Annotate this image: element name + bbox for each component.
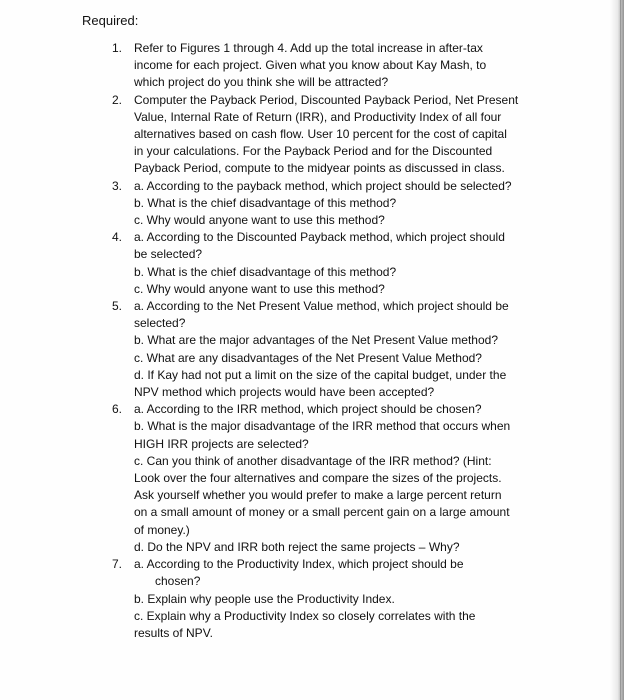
question-2-text: Computer the Payback Period, Discounted Payback Period, Net Present: [134, 92, 519, 107]
question-6a-text: a. According to the IRR method, which project should be chosen?: [134, 402, 482, 417]
question-3b-text: b. What is the chief disadvantage of this method?: [134, 195, 397, 210]
question-2-number: 2.: [112, 92, 123, 107]
question-6-line-6: [0, 487, 518, 504]
page-edge-shadow: [610, 0, 624, 700]
question-5c-text: c. What are any disadvantages of the Net Present Value Method?: [134, 350, 482, 365]
question-6-line-3: [0, 436, 518, 453]
question-2-line-2: [0, 109, 518, 126]
question-5-line-2: [0, 315, 518, 332]
question-6d-text: d. Do the NPV and IRR both reject the same projects – Why?: [134, 539, 460, 554]
question-4b-text: b. What is the chief disadvantage of this method?: [134, 264, 397, 279]
question-2-text: Payback Period, compute to the midyear points as discussed in class.: [134, 161, 505, 176]
question-5-line-1: [0, 298, 518, 315]
question-2-line-3: [0, 126, 518, 143]
question-7a-text: a. According to the Productivity Index, which project should be: [134, 557, 464, 572]
question-5-line-5: [0, 367, 518, 384]
question-7-line-1: [0, 556, 518, 573]
question-4a-text-cont: be selected?: [134, 247, 203, 262]
question-6-line-4: [0, 453, 518, 470]
question-6c-text-cont: of money.): [134, 522, 190, 537]
question-5b-text: b. What are the major advantages of the Net Present Value method?: [134, 333, 498, 348]
question-3-number: 3.: [112, 178, 123, 193]
question-2-text: Value, Internal Rate of Return (IRR), and Productivity Index of all four: [134, 109, 502, 124]
question-1-text: income for each project. Given what you know about Kay Mash, to: [134, 58, 487, 73]
question-6b-text-cont: HIGH IRR projects are selected?: [134, 436, 309, 451]
question-6c-text-cont: Look over the four alternatives and compare the sizes of the projects.: [134, 471, 502, 486]
question-6-line-8: [0, 522, 518, 539]
question-1-line-3: [0, 74, 518, 91]
question-5a-text: a. According to the Net Present Value method, which project should be: [134, 299, 509, 314]
question-6c-text-cont: on a small amount of money or a small percent gain on a large amount: [134, 505, 510, 520]
question-5d-text: d. If Kay had not put a limit on the size of the capital budget, under the: [134, 367, 507, 382]
question-4-number: 4.: [112, 230, 123, 245]
question-6-line-5: [0, 470, 518, 487]
question-7-number: 7.: [112, 557, 123, 572]
question-1-line-2: [0, 57, 518, 74]
question-6-line-1: [0, 401, 518, 418]
question-7-line-3: [0, 591, 518, 608]
question-7b-text: b. Explain why people use the Productivity Index.: [134, 591, 395, 606]
question-1-text: Refer to Figures 1 through 4. Add up the total increase in after-tax: [134, 41, 483, 55]
question-6-line-9: [0, 539, 518, 556]
question-1-text: which project do you think she will be attracted?: [134, 75, 389, 90]
question-7-line-4: [0, 608, 518, 625]
question-6-line-7: [0, 504, 518, 521]
question-5-line-4: [0, 350, 518, 367]
question-3-line-1: [0, 178, 518, 195]
question-6-line-2: [0, 418, 518, 435]
question-6c-text: c. Can you think of another disadvantage of the IRR method? (Hint:: [134, 453, 492, 468]
question-4c-text: c. Why would anyone want to use this method?: [134, 281, 385, 296]
question-4-line-3: [0, 264, 518, 281]
document-heading: Required:: [82, 13, 139, 28]
question-7c-text: c. Explain why a Productivity Index so closely correlates with the: [134, 608, 476, 623]
question-4a-text: a. According to the Discounted Payback method, which project should: [134, 230, 505, 245]
question-1-line-1: [0, 40, 518, 57]
question-6-number: 6.: [112, 402, 123, 417]
question-3-line-3: [0, 212, 518, 229]
question-4-line-2: [0, 246, 518, 263]
question-7-line-5: [0, 625, 518, 642]
question-6b-text: b. What is the major disadvantage of the IRR method that occurs when: [134, 419, 511, 434]
question-7-line-2: [0, 573, 518, 590]
question-5-line-3: [0, 332, 518, 349]
question-2-line-1: [0, 92, 518, 109]
question-5-line-6: [0, 384, 518, 401]
question-3c-text: c. Why would anyone want to use this method?: [134, 213, 385, 228]
question-1-number: 1.: [112, 41, 123, 55]
question-2-text: in your calculations. For the Payback Period and for the Discounted: [134, 144, 493, 159]
question-6c-text-cont: Ask yourself whether you would prefer to make a large percent return: [134, 488, 502, 503]
question-5a-text-cont: selected?: [134, 316, 186, 331]
question-4-line-1: [0, 229, 518, 246]
question-7a-text-cont: chosen?: [155, 574, 201, 589]
question-2-line-5: [0, 160, 518, 177]
question-7c-text-cont: results of NPV.: [134, 625, 213, 640]
question-5d-text-cont: NPV method which projects would have been accepted?: [134, 385, 435, 400]
question-4-line-4: [0, 281, 518, 298]
question-5-number: 5.: [112, 299, 123, 314]
question-2-line-4: [0, 143, 518, 160]
question-3-line-2: [0, 195, 518, 212]
question-list: [0, 40, 518, 642]
question-3a-text: a. According to the payback method, which project should be selected?: [134, 178, 512, 193]
question-2-text: alternatives based on cash flow. User 10 percent for the cost of capital: [134, 127, 507, 142]
